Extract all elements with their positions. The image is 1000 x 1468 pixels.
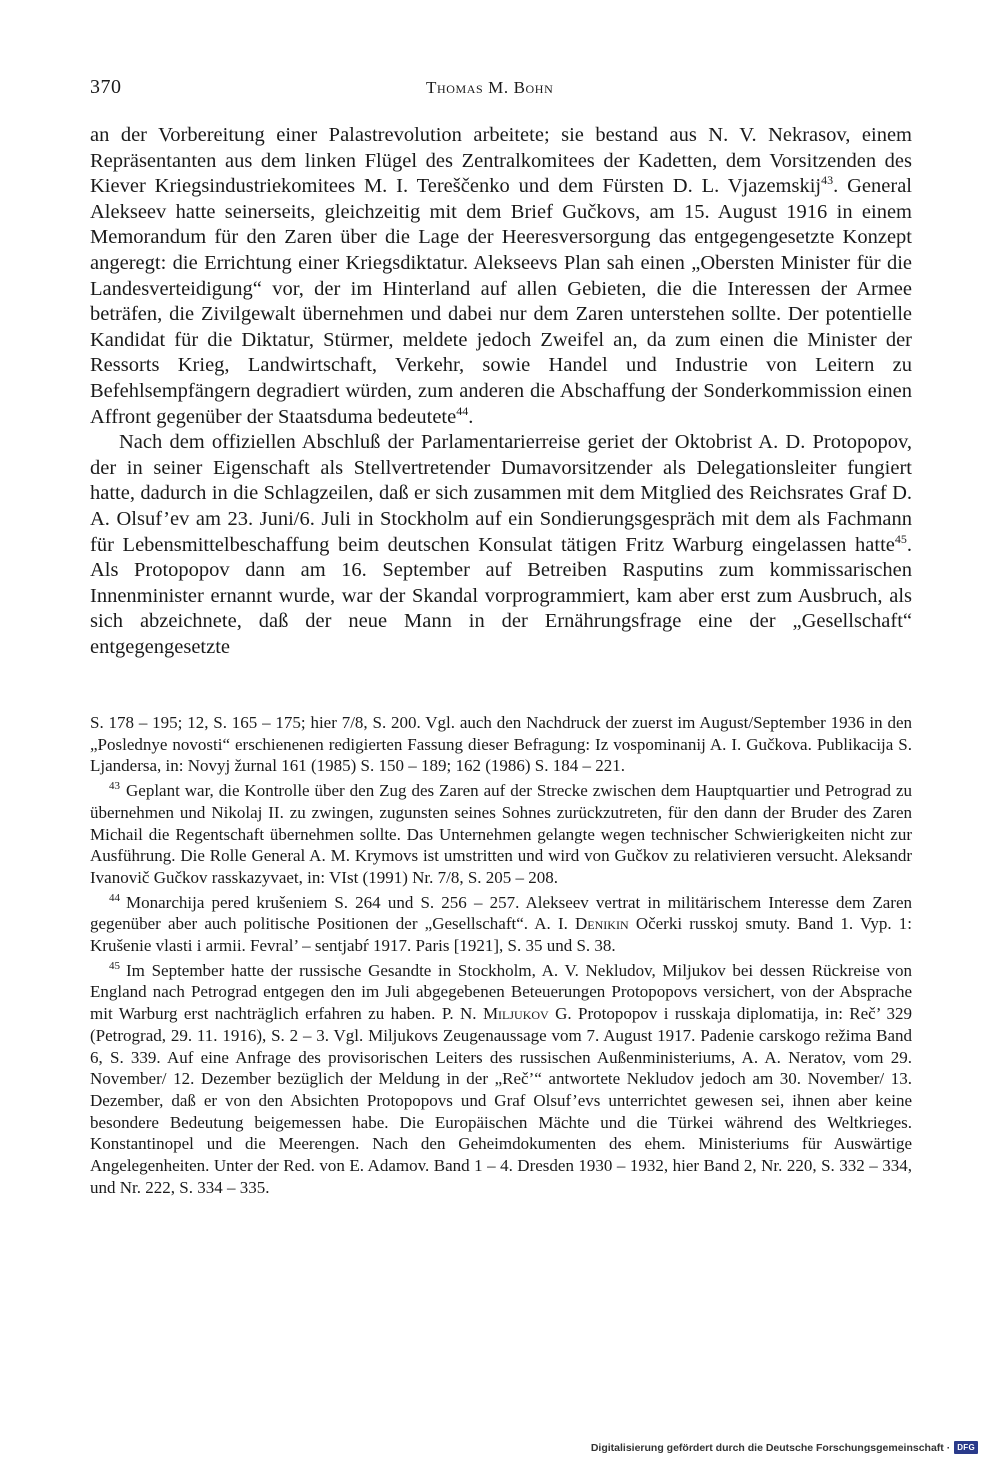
- paragraph-1-text-b: . General Alekseev hatte seinerseits, gleichzeitig mit dem Brief Gučkovs, am 15. August 1916 in einem Memorandum für den Zaren über die Lage der Heeresversorgung das entgegengesetzte Konzept angeregt: die Errichtung einer Kriegsdiktatur. Alekseevs Plan sah einen „Obersten Minister für die Landesverteidigung“ vor, der im Hinterland auf allen Gebieten, die die Interessen der Armee beträfen, die Zivilgewalt übernehmen und dabei nur dem Zaren unterstehen sollte. Der potentielle Kandidat für die Diktatur, Stürmer, meldete jedoch Zweifel an, da zum einen die Minister der Ressorts Krieg, Landwirtschaft, Verkehr, sowie Handel und Industrie von Leitern zu Befehlsempfängern degradiert würden, zum anderen die Abschaffung der Sonderkommission einen Affront gegenüber der Staatsduma bedeutete: [90, 175, 912, 428]
- footnote-45-text-b: G. Protopopov i russkaja diplomatija, in: Reč’ 329 (Petrograd, 29. 11. 1916), S. 2 – 3. Vgl. Miljukovs Zeugenaussage vom 7. August 1917. Padenie carskogo režima Band 6, S. 339. Auf eine Anfrage des provisorischen Leiters des russischen Außenministeriums, A. A. Neratov, vom 29. November/ 12. Dezember bezüglich der Meldung in der „Reč’“ antwortete Nekludov jedoch am 30. November/ 13. Dezember, daß er von den Absichten Protopopovs und Graf Olsuf’evs unterrichtet gewesen sei, ihnen aber keine besondere Bedeutung beigemessen habe. Die Europäischen Mächte und die Türkei während des Weltkrieges. Konstantinopel und die Meerengen. Nach den Geheimdokumenten des ehem. Ministeriums für Auswärtige Angelegenheiten. Unter der Red. von E. Adamov. Band 1 – 4. Dresden 1930 – 1932, hier Band 2, Nr. 220, S. 332 – 334, und Nr. 222, S. 334 – 335.: [90, 1004, 913, 1197]
- footnote-44-number: 44: [109, 891, 120, 904]
- paragraph-2-text-a: Nach dem offiziellen Abschluß der Parlamentarierreise geriet der Oktobrist A. D. Protopopov, der in seiner Eigenschaft als Stellvertretender Dumavorsitzender als Delegationsleiter fungiert hatte, dadurch in die Schlagzeilen, daß er sich zusammen mit dem Mitglied des Reichsrates Graf D. A. Olsuf’ev am 23. Juni/6. Juli in Stockholm auf ein Sondierungsgespräch mit dem als Fachmann für Lebensmittelbeschaffung beim deutschen Konsulat tätigen Fritz Warburg eingelassen hatte: [90, 431, 912, 556]
- paragraph-1-text-a: an der Vorbereitung einer Palastrevolution arbeitete; sie bestand aus N. V. Nekrasov, einem Repräsentanten aus dem linken Flügel des Zentralkomitees der Kadetten, dem Vorsitzenden des Kiever Kriegsindustriekomitees M. I. Tereščenko und dem Fürsten D. L. Vjazemskij: [90, 124, 912, 198]
- footnote-43-text: Geplant war, die Kontrolle über den Zug des Zaren auf der Strecke zwischen dem Hauptquartier und Petrograd zu übernehmen und Nikolaj II. zu zwingen, zugunsten seines Sohnes zurückzutreten, für den dann der Bruder des Zaren Michail die Regentschaft übernehmen sollte. Das Unternehmen gelangte wegen technischer Schwierigkeiten nicht zur Ausführung. Die Rolle General A. M. Krymovs ist umstritten und wird von Gučkov zu relativieren versucht. Aleksandr Ivanovič Gučkov rasskazyvaet, in: VIst (1991) Nr. 7/8, S. 205 – 208.: [90, 781, 912, 887]
- footnote-ref-45[interactable]: 45: [894, 531, 907, 546]
- footnote-ref-43[interactable]: 43: [821, 173, 834, 188]
- main-text: [90, 123, 912, 660]
- running-head: Thomas M. Bohn: [426, 78, 554, 97]
- credit-text: Digitalisierung gefördert durch die Deutsche Forschungsgemeinschaft ·: [590, 1441, 951, 1454]
- footnote-45-text-a: Im September hatte der russische Gesandte in Stockholm, A. V. Nekludov, Miljukov bei dessen Rückreise von England nach Petrograd entgegen den im Juli abgegebenen Beteuerungen Protopopovs versichert, von der Absprache mit Warburg erst nachträglich erfahren zu haben. P. N.: [90, 960, 912, 1024]
- page-number: 370: [90, 76, 122, 98]
- footnote-44-text-b: Očerki russkoj smuty. Band 1. Vyp. 1: Krušenie vlasti i armii. Fevral’ – sentjabŕ 1917. Paris [1921], S. 35 und S. 38.: [90, 914, 913, 956]
- paragraph-2-text-b: . Als Protopopov dann am 16. September auf Betreiben Rasputins zum kommissarischen Innenminister ernannt wurde, war der Skandal vorprogrammiert, kam aber erst zum Ausbruch, als sich abzeichnete, daß der neue Mann in der Ernährungsfrage eine der „Gesellschaft“ entgegengesetzte: [90, 533, 912, 658]
- footnotes: [90, 712, 912, 1201]
- footnote-45-author: Miljukov: [482, 1004, 549, 1024]
- page-header: [90, 76, 912, 104]
- footnote-43: [90, 780, 912, 889]
- footnote-44-text-a: Monarchija pered krušeniem S. 264 und S. 256 – 257. Alekseev vertrat in militärischem Interesse dem Zaren gegenüber aber auch politische Positionen der „Gesellschaft“. A. I.: [90, 892, 912, 934]
- footnote-44: [90, 892, 912, 957]
- paragraph-1: [90, 123, 912, 430]
- paragraph-2: [90, 430, 912, 660]
- footnote-45: [90, 960, 912, 1199]
- footnote-continued: S. 178 – 195; 12, S. 165 – 175; hier 7/8, S. 200. Vgl. auch den Nachdruck der zuerst im August/September 1936 in den „Poslednye novosti“ erschienenen redigierten Fassung dieser Befragung: Iz vospominanij A. I. Gučkova. Publikacija S. Ljandersa, in: Novyj žurnal 161 (1985) S. 150 – 189; 162 (1986) S. 184 – 221.: [90, 713, 912, 776]
- footnote-ref-44[interactable]: 44: [456, 403, 469, 418]
- paragraph-1-text-c: .: [468, 405, 474, 428]
- footnote-43-number: 43: [109, 780, 120, 793]
- footnote-45-number: 45: [109, 960, 120, 973]
- footnote-44-author: Denikin: [575, 914, 629, 934]
- digitization-credit: [591, 1441, 978, 1454]
- dfg-logo: DFG: [954, 1441, 978, 1454]
